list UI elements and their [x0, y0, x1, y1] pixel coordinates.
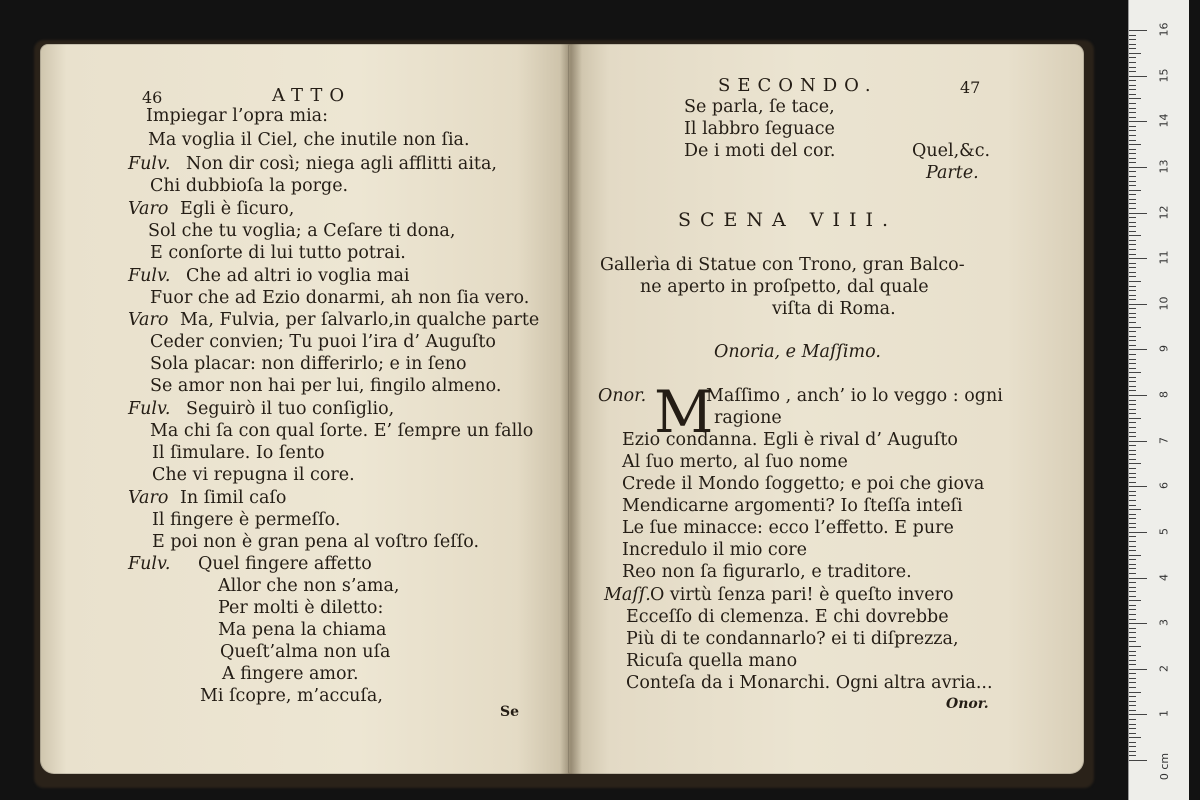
ruler-tick — [1129, 591, 1136, 592]
ruler-tick — [1129, 162, 1136, 163]
ruler-number: 14 — [1157, 113, 1171, 128]
speaker-label: Fulv. — [128, 399, 171, 419]
ruler-tick — [1129, 477, 1136, 478]
ruler-tick — [1129, 646, 1141, 647]
ruler-tick — [1129, 578, 1147, 579]
ruler-number: 11 — [1157, 250, 1171, 265]
ruler-tick — [1129, 167, 1147, 168]
ruler-tick — [1129, 678, 1136, 679]
ruler-tick — [1129, 213, 1147, 214]
aria-repeat-mark: Quel,&c. — [912, 141, 991, 161]
ruler-tick — [1129, 755, 1136, 756]
ruler-tick — [1129, 409, 1136, 410]
ruler-tick — [1129, 199, 1136, 200]
left-line: Seguirò il tuo conſiglio, — [186, 399, 395, 419]
setting-line: viſta di Roma. — [772, 299, 896, 319]
ruler-tick — [1129, 359, 1136, 360]
ruler-tick — [1129, 404, 1136, 405]
ruler-tick — [1129, 71, 1136, 72]
ruler-tick — [1129, 600, 1141, 601]
right-line: Più di te condannarlo? ei ti diſprezza, — [626, 629, 959, 649]
left-line: Il ſimulare. Io ſento — [152, 443, 325, 463]
ruler-tick — [1129, 568, 1136, 569]
right-line: Se parla, ſe tace, — [684, 97, 835, 117]
ruler-tick — [1129, 628, 1136, 629]
ruler-tick — [1129, 258, 1147, 259]
speaker-label: Varo — [128, 310, 169, 330]
ruler-tick — [1129, 623, 1147, 624]
ruler-tick — [1129, 422, 1136, 423]
ruler-tick — [1129, 313, 1136, 314]
ruler-number: 8 — [1157, 391, 1171, 398]
right-line: Mendicarne argomenti? Io ſteſſa inteſi — [622, 496, 963, 516]
ruler-tick — [1129, 559, 1136, 560]
ruler-tick — [1129, 518, 1136, 519]
left-line: Ma pena la chiama — [218, 620, 387, 640]
left-line: Per molti è diletto: — [218, 598, 384, 618]
ruler-tick — [1129, 746, 1136, 747]
ruler-tick — [1129, 381, 1136, 382]
ruler-tick — [1129, 363, 1136, 364]
ruler-tick — [1129, 295, 1136, 296]
left-line: Queſt’alma non uſa — [220, 642, 391, 662]
ruler-tick — [1129, 724, 1136, 725]
ruler-tick — [1129, 701, 1136, 702]
ruler-tick — [1129, 67, 1136, 68]
ruler-tick — [1129, 322, 1136, 323]
ruler-tick — [1129, 112, 1136, 113]
ruler-number: 4 — [1157, 573, 1171, 581]
ruler-tick — [1129, 354, 1136, 355]
book-gutter — [560, 44, 582, 774]
ruler-tick — [1129, 327, 1141, 328]
ruler-tick — [1129, 436, 1136, 437]
left-line: Ma voglia il Ciel, che inutile non ſia. — [148, 130, 470, 150]
right-line: Maſſimo , anch’ io lo veggo : ogni — [706, 386, 1003, 406]
exit-direction: Parte. — [926, 163, 979, 183]
left-line: Mi ſcopre, m’accuſa, — [200, 686, 383, 706]
ruler-tick — [1129, 108, 1136, 109]
ruler-tick — [1129, 263, 1136, 264]
ruler-tick — [1129, 760, 1147, 761]
ruler-tick — [1129, 254, 1136, 255]
ruler-tick — [1129, 705, 1136, 706]
ruler-tick — [1129, 386, 1136, 387]
ruler-tick — [1129, 495, 1136, 496]
ruler-tick — [1129, 541, 1136, 542]
ruler-tick — [1129, 89, 1136, 90]
ruler-tick — [1129, 651, 1136, 652]
ruler-tick — [1129, 550, 1136, 551]
ruler-unit-label: 0 cm — [1158, 752, 1172, 781]
ruler-tick — [1129, 413, 1136, 414]
ruler-tick — [1129, 98, 1141, 99]
speaker-label: Maſſ. — [604, 585, 651, 605]
ruler-tick — [1129, 509, 1141, 510]
ruler-tick — [1129, 244, 1136, 245]
ruler-tick — [1129, 587, 1136, 588]
ruler-tick — [1129, 459, 1136, 460]
left-catchword: Se — [500, 704, 520, 720]
ruler-tick — [1129, 39, 1136, 40]
ruler-tick — [1129, 281, 1141, 282]
ruler-tick — [1129, 331, 1136, 332]
right-line: De i moti del cor. — [684, 141, 836, 161]
scale-ruler — [1128, 0, 1189, 800]
ruler-tick — [1129, 130, 1136, 131]
ruler-number: 7 — [1157, 436, 1171, 444]
left-line: E poi non è gran pena al voſtro ſeſſo. — [152, 532, 480, 552]
ruler-tick — [1129, 564, 1136, 565]
ruler-tick — [1129, 655, 1136, 656]
setting-line: ne aperto in proſpetto, dal quale — [640, 277, 929, 297]
ruler-tick — [1129, 286, 1136, 287]
ruler-tick — [1129, 235, 1141, 236]
ruler-tick — [1129, 660, 1136, 661]
ruler-tick — [1129, 308, 1136, 309]
ruler-tick — [1129, 30, 1147, 31]
ruler-tick — [1129, 57, 1136, 58]
speaker-label: Fulv. — [128, 554, 171, 574]
characters-line: Onoria, e Maſſimo. — [714, 342, 881, 362]
ruler-number: 16 — [1157, 22, 1171, 37]
right-line: Reo non ſa figurarlo, e traditore. — [622, 562, 912, 582]
ruler-tick — [1129, 450, 1136, 451]
ruler-tick — [1129, 377, 1136, 378]
ruler-tick — [1129, 240, 1136, 241]
left-line: Il fingere è permeſſo. — [152, 510, 341, 530]
left-line: In ſimil caſo — [180, 488, 287, 508]
ruler-tick — [1129, 135, 1136, 136]
ruler-tick — [1129, 527, 1136, 528]
ruler-tick — [1129, 523, 1136, 524]
ruler-tick — [1129, 304, 1147, 305]
ruler-tick — [1129, 482, 1136, 483]
ruler-tick — [1129, 751, 1136, 752]
ruler-tick — [1129, 500, 1136, 501]
ruler-tick — [1129, 190, 1141, 191]
ruler-tick — [1129, 158, 1136, 159]
ruler-tick — [1129, 637, 1136, 638]
ruler-tick — [1129, 276, 1136, 277]
right-catchword: Onor. — [946, 696, 989, 712]
ruler-tick — [1129, 368, 1136, 369]
right-page-number: 47 — [960, 78, 981, 97]
right-running-head: SECONDO. — [718, 75, 878, 96]
ruler-tick — [1129, 445, 1136, 446]
ruler-tick — [1129, 299, 1136, 300]
speaker-label: Onor. — [598, 386, 647, 406]
ruler-tick — [1129, 673, 1136, 674]
right-line: Ezio condanna. Egli è rival d’ Auguſto — [622, 430, 958, 450]
ruler-tick — [1129, 126, 1136, 127]
right-line: Incredulo il mio core — [622, 540, 807, 560]
ruler-tick — [1129, 400, 1136, 401]
left-page-number: 46 — [142, 88, 163, 107]
ruler-tick — [1129, 171, 1136, 172]
left-line: Fuor che ad Ezio donarmi, ah non ſia vero. — [150, 288, 530, 308]
ruler-tick — [1129, 733, 1136, 734]
right-line: Ecceſſo di clemenza. E chi dovrebbe — [626, 607, 949, 627]
left-running-head: ATTO — [272, 85, 352, 106]
right-line: Crede il Mondo ſoggetto; e poi che giova — [622, 474, 985, 494]
ruler-tick — [1129, 85, 1136, 86]
ruler-tick — [1129, 491, 1136, 492]
ruler-tick — [1129, 94, 1136, 95]
right-line: O virtù ſenza pari! è queſto invero — [650, 585, 954, 605]
ruler-tick — [1129, 546, 1136, 547]
ruler-tick — [1129, 121, 1147, 122]
ruler-tick — [1129, 514, 1136, 515]
speaker-label: Fulv. — [128, 266, 171, 286]
ruler-tick — [1129, 226, 1136, 227]
left-line: Sol che tu voglia; a Ceſare ti dona, — [148, 221, 456, 241]
ruler-tick — [1129, 76, 1147, 77]
ruler-tick — [1129, 692, 1141, 693]
ruler-tick — [1129, 140, 1136, 141]
ruler-tick — [1129, 614, 1136, 615]
ruler-tick — [1129, 44, 1136, 45]
ruler-tick — [1129, 395, 1147, 396]
ruler-tick — [1129, 418, 1141, 419]
ruler-tick — [1129, 742, 1136, 743]
left-line: Egli è ſicuro, — [180, 199, 295, 219]
ruler-tick — [1129, 222, 1136, 223]
ruler-number: 9 — [1157, 345, 1171, 353]
ruler-tick — [1129, 441, 1147, 442]
ruler-tick — [1129, 432, 1136, 433]
ruler-tick — [1129, 372, 1141, 373]
ruler-tick — [1129, 573, 1136, 574]
left-line: Ma chi ſa con qual ſorte. E’ ſempre un fallo — [150, 421, 534, 441]
ruler-tick — [1129, 605, 1136, 606]
ruler-tick — [1129, 710, 1136, 711]
ruler-number: 10 — [1157, 296, 1171, 311]
speaker-label: Varo — [128, 199, 169, 219]
left-line: Non dir così; niega agli afflitti aita, — [186, 154, 497, 174]
ruler-tick — [1129, 454, 1136, 455]
ruler-tick — [1129, 340, 1136, 341]
left-line: Sola placar: non differirlo; e in ſeno — [150, 354, 467, 374]
ruler-tick — [1129, 468, 1136, 469]
ruler-tick — [1129, 714, 1147, 715]
ruler-tick — [1129, 596, 1136, 597]
right-line: Conteſa da i Monarchi. Ogni altra avria... — [626, 673, 993, 693]
ruler-tick — [1129, 345, 1136, 346]
ruler-tick — [1129, 53, 1141, 54]
ruler-tick — [1129, 536, 1136, 537]
ruler-tick — [1129, 35, 1136, 36]
speaker-label: Varo — [128, 488, 169, 508]
ruler-tick — [1129, 144, 1141, 145]
left-line: Impiegar l’opra mia: — [146, 106, 329, 126]
ruler-tick — [1129, 463, 1141, 464]
right-line: ragione — [714, 408, 782, 428]
ruler-tick — [1129, 62, 1136, 63]
ruler-tick — [1129, 632, 1136, 633]
speaker-label: Fulv. — [128, 154, 171, 174]
ruler-tick — [1129, 669, 1147, 670]
ruler-tick — [1129, 290, 1136, 291]
ruler-tick — [1129, 231, 1136, 232]
ruler-tick — [1129, 185, 1136, 186]
ruler-tick — [1129, 153, 1136, 154]
ruler-tick — [1129, 181, 1136, 182]
ruler-tick — [1129, 80, 1136, 81]
ruler-tick — [1129, 390, 1136, 391]
ruler-number: 13 — [1157, 159, 1171, 174]
left-line: Allor che non s’ama, — [218, 576, 400, 596]
ruler-tick — [1129, 687, 1136, 688]
right-line: Ricuſa quella mano — [626, 651, 798, 671]
left-line: A fingere amor. — [222, 664, 359, 684]
ruler-tick — [1129, 336, 1136, 337]
ruler-number: 1 — [1157, 710, 1171, 718]
ruler-tick — [1129, 194, 1136, 195]
ruler-tick — [1129, 217, 1136, 218]
left-line: E conſorte di lui tutto potrai. — [150, 243, 406, 263]
ruler-tick — [1129, 103, 1136, 104]
drop-cap: M — [654, 378, 714, 446]
ruler-tick — [1129, 427, 1136, 428]
ruler-tick — [1129, 505, 1136, 506]
ruler-tick — [1129, 349, 1147, 350]
ruler-tick — [1129, 582, 1136, 583]
ruler-number: 3 — [1157, 619, 1171, 627]
left-line: Se amor non hai per lui, fingilo almeno. — [150, 376, 502, 396]
ruler-tick — [1129, 486, 1147, 487]
ruler-tick — [1129, 609, 1136, 610]
ruler-tick — [1129, 619, 1136, 620]
ruler-tick — [1129, 317, 1136, 318]
ruler-tick — [1129, 48, 1136, 49]
right-line: Al ſuo merto, al ſuo nome — [622, 452, 848, 472]
ruler-tick — [1129, 149, 1136, 150]
right-line: Il labbro ſeguace — [684, 119, 835, 139]
ruler-tick — [1129, 696, 1136, 697]
ruler-tick — [1129, 473, 1136, 474]
ruler-tick — [1129, 664, 1136, 665]
left-line: Che ad altri io voglia mai — [186, 266, 410, 286]
ruler-tick — [1129, 272, 1136, 273]
ruler-tick — [1129, 719, 1136, 720]
left-line: Ceder convien; Tu puoi l’ira d’ Auguſto — [150, 332, 496, 352]
left-line: Ma, Fulvia, per ſalvarlo,in qualche parte — [180, 310, 540, 330]
setting-line: Gallerìa di Statue con Trono, gran Balco- — [600, 255, 965, 275]
ruler-tick — [1129, 249, 1136, 250]
ruler-tick — [1129, 728, 1136, 729]
ruler-number: 12 — [1157, 205, 1171, 219]
ruler-number: 2 — [1157, 664, 1171, 672]
ruler-number: 5 — [1157, 527, 1171, 535]
ruler-number: 15 — [1157, 68, 1171, 83]
left-line: Che vi repugna il core. — [152, 465, 355, 485]
ruler-tick — [1129, 203, 1136, 204]
ruler-tick — [1129, 117, 1136, 118]
ruler-number: 6 — [1157, 482, 1171, 490]
right-line: Le ſue minacce: ecco l’effetto. E pure — [622, 518, 954, 538]
left-line: Quel fingere affetto — [198, 554, 372, 574]
ruler-tick — [1129, 641, 1136, 642]
ruler-tick — [1129, 208, 1136, 209]
ruler-tick — [1129, 682, 1136, 683]
ruler-tick — [1129, 737, 1141, 738]
left-line: Chi dubbioſa la porge. — [150, 176, 349, 196]
ruler-tick — [1129, 176, 1136, 177]
scene-heading: SCENA VIII. — [678, 209, 898, 231]
ruler-tick — [1129, 532, 1147, 533]
ruler-tick — [1129, 267, 1136, 268]
ruler-tick — [1129, 555, 1141, 556]
